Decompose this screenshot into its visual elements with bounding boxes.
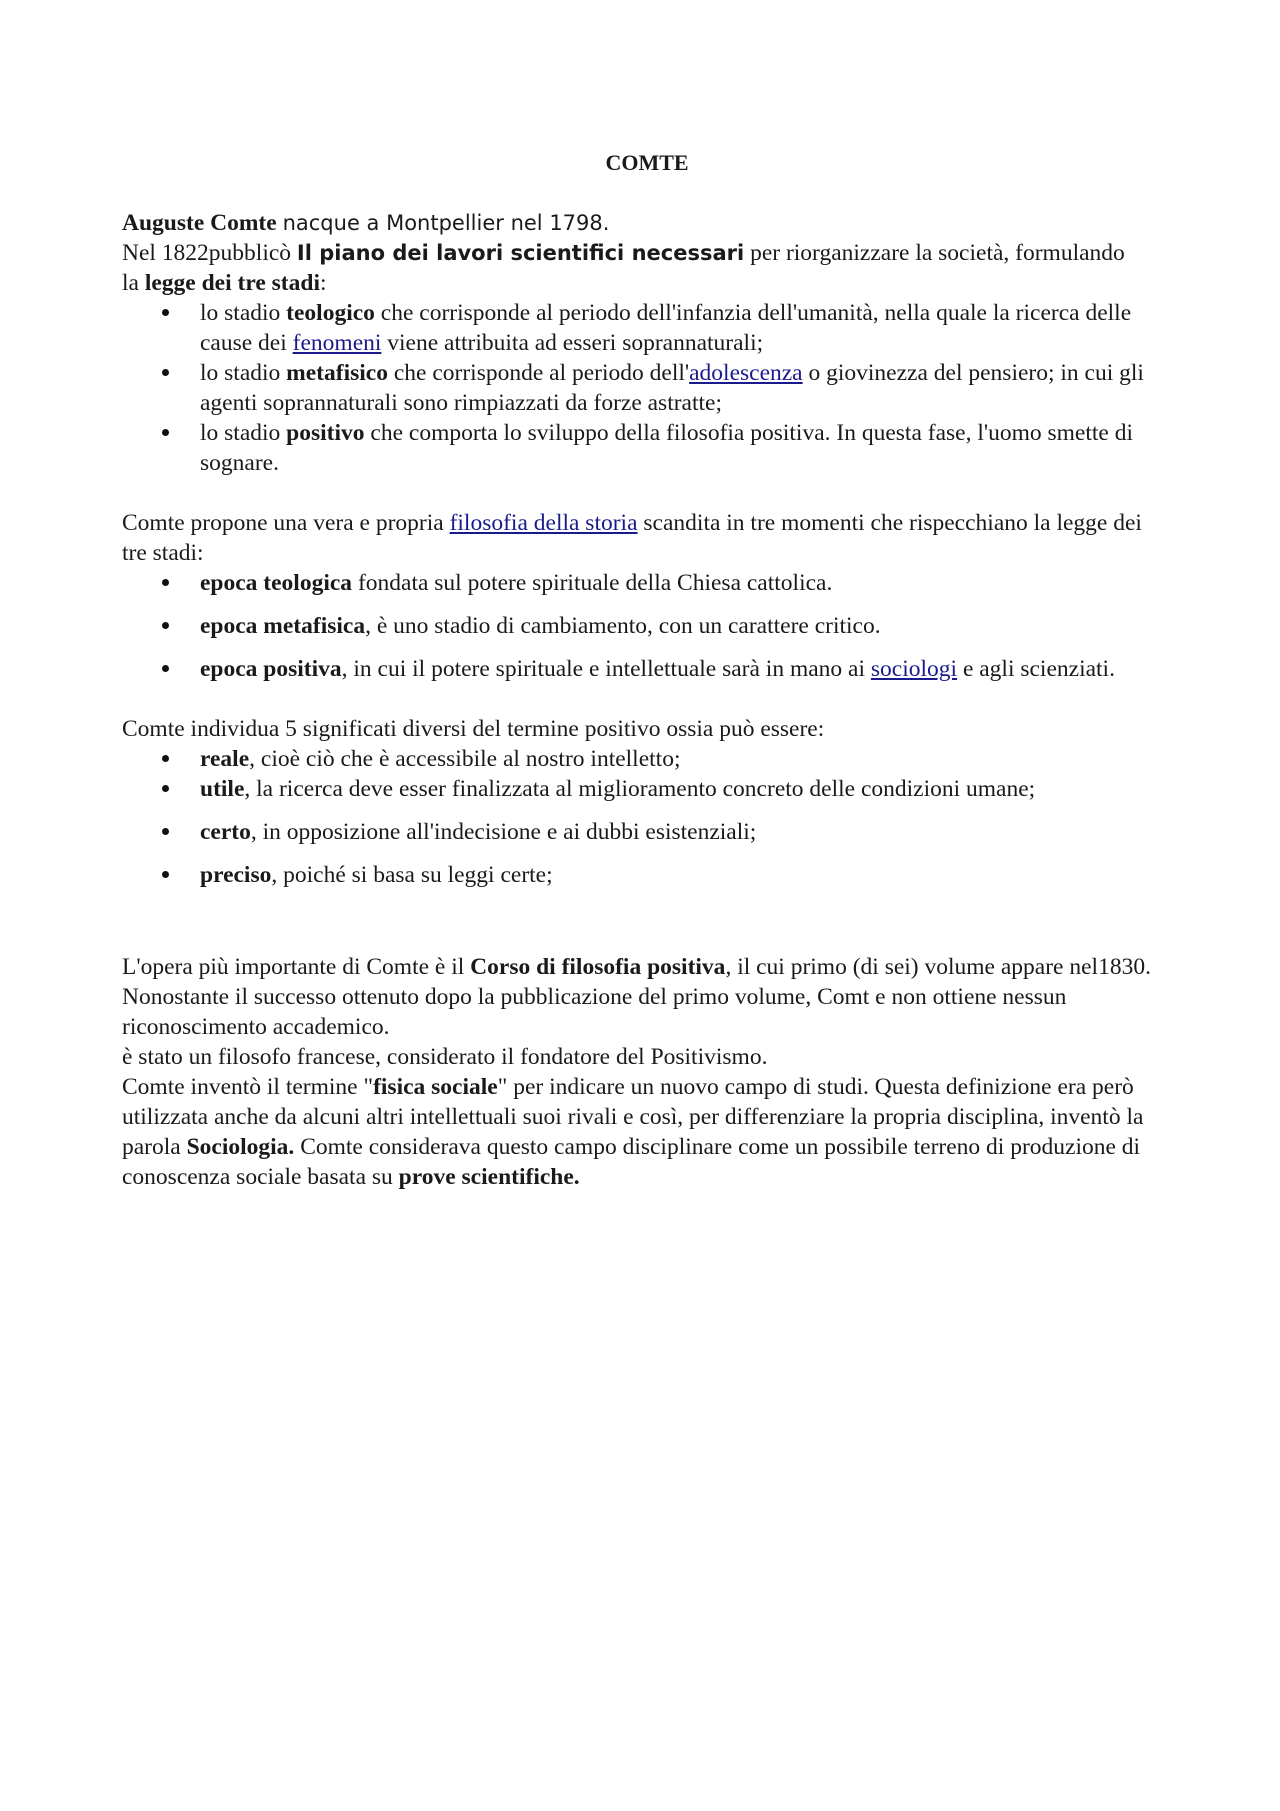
meanings-intro: Comte individua 5 significati diversi del termine positivo ossia può essere: (122, 716, 825, 742)
list-item: lo stadio teologico che corrisponde al periodo dell'infanzia dell'umanità, nella quale la ricerca delle cause dei fenomeni viene attribuita ad esseri soprannaturali; (122, 298, 1172, 358)
final-paragraph-2: è stato un filosofo francese, considerato il fondatore del Positivismo. (122, 1044, 768, 1070)
document-title: COMTE (605, 150, 689, 175)
list-item: certo, in opposizione all'indecisione e ai dubbi esistenziali; (122, 817, 1172, 847)
intro-line-2: Nel 1822pubblicò Il piano dei lavori scientifici necessari per riorganizzare la società, formulando la legge dei tre stadi: (122, 240, 1125, 296)
list-item: epoca metafisica, è uno stadio di cambiamento, con un carattere critico. (122, 611, 1172, 641)
list-item: epoca positiva, in cui il potere spirituale e intellettuale sarà in mano ai sociologi e agli scienziati. (122, 654, 1172, 684)
author-name: Auguste Comte (122, 210, 277, 236)
link-filosofia-della-storia[interactable]: filosofia della storia (449, 510, 638, 536)
stages-list (122, 298, 1172, 478)
list-item: epoca teologica fondata sul potere spirituale della Chiesa cattolica. (122, 568, 1172, 598)
list-item: reale, cioè ciò che è accessibile al nostro intelletto; (122, 744, 1172, 774)
final-paragraph-3: Comte inventò il termine "fisica sociale" per indicare un nuovo campo di studi. Questa definizione era però utilizzata anche da alcuni altri intellettuali suoi rivali e così, per differenziare la propria disciplina, inventò la parola Sociologia. Comte considerava questo campo disciplinare come un possibile terreno di produzione di conoscenza sociale basata su prove scientifiche. (122, 1074, 1144, 1190)
intro-line-1: Auguste Comte nacque a Montpellier nel 1798. (122, 210, 610, 236)
link-adolescenza[interactable]: adolescenza (689, 360, 803, 386)
history-paragraph: Comte propone una vera e propria filosofia della storia scandita in tre momenti che rispecchiano la legge dei tre stadi: (122, 510, 1142, 566)
meanings-list (122, 744, 1172, 890)
list-item: lo stadio positivo che comporta lo sviluppo della filosofia positiva. In questa fase, l'uomo smette di sognare. (122, 418, 1172, 478)
epochs-list (122, 568, 1172, 684)
list-item: lo stadio metafisico che corrisponde al periodo dell'adolescenza o giovinezza del pensiero; in cui gli agenti soprannaturali sono rimpiazzati da forze astratte; (122, 358, 1172, 418)
final-paragraph-1: L'opera più importante di Comte è il Corso di filosofia positiva, il cui primo (di sei) volume appare nel1830. Nonostante il successo ottenuto dopo la pubblicazione del primo volume, Comt e non ottiene nessun riconoscimento accademico. (122, 954, 1151, 1040)
link-fenomeni[interactable]: fenomeni (292, 330, 382, 356)
work-title: Il piano dei lavori scientifici necessari (296, 241, 745, 265)
list-item: preciso, poiché si basa su leggi certe; (122, 860, 1172, 890)
course-title: Corso di filosofia positiva (470, 954, 726, 980)
list-item: utile, la ricerca deve esser finalizzata al miglioramento concreto delle condizioni umane; (122, 774, 1172, 804)
law-name: legge dei tre stadi (144, 270, 320, 296)
link-sociologi[interactable]: sociologi (870, 656, 958, 682)
document-page (122, 148, 1172, 1192)
